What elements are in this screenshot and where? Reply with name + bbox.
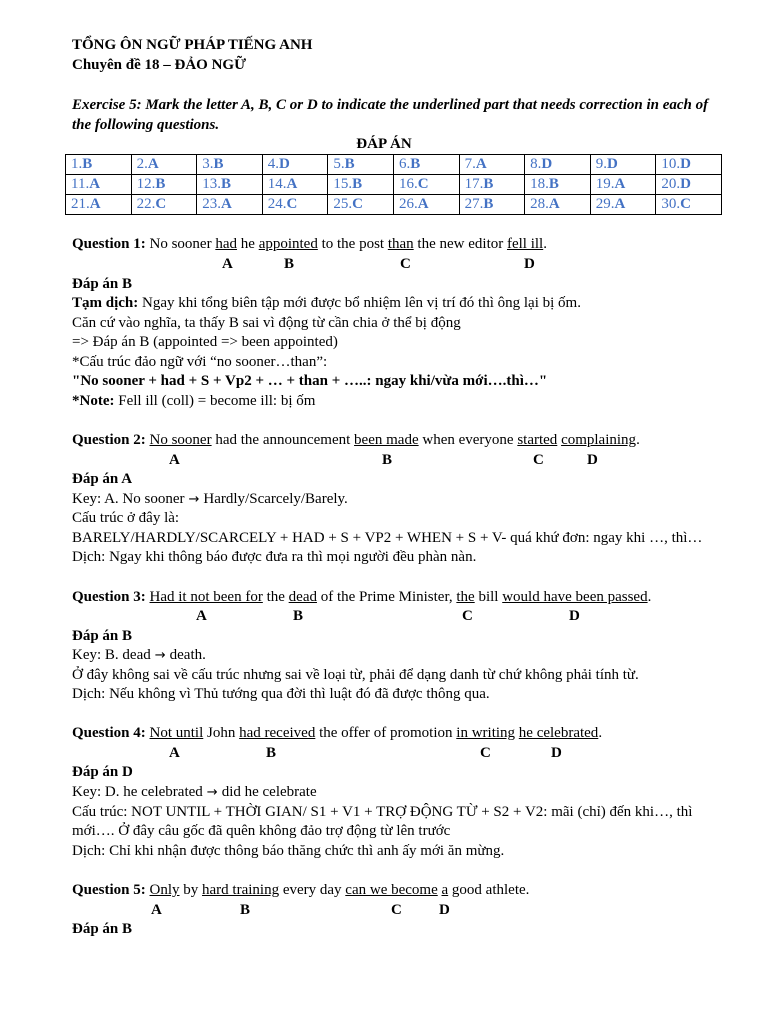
q-option-c: in writing <box>456 725 516 741</box>
option-label-b: B <box>293 608 304 624</box>
q-option-a: Had it not been for <box>149 589 263 605</box>
answer-letter: A <box>286 176 298 192</box>
q-text: he <box>237 236 259 252</box>
key-text: Key: D. he celebrated <box>72 784 203 800</box>
explanation-line: Cấu trúc ở đây là: <box>72 510 180 526</box>
key-line <box>72 646 206 665</box>
question-number: 22. <box>136 196 156 212</box>
q-text: . <box>636 432 640 448</box>
answer-letter: B <box>213 156 224 172</box>
question-number: 30. <box>661 196 681 212</box>
answer-key-cell <box>131 175 197 195</box>
q-text: every day <box>279 882 346 898</box>
answer-letter: A <box>89 176 101 192</box>
q-text: . <box>543 236 547 252</box>
q-option-d: fell ill <box>506 236 544 252</box>
answer-letter: D <box>606 156 618 172</box>
q-option-c: the <box>456 589 475 605</box>
answer-key-cell <box>197 195 263 215</box>
answer-key-cell <box>328 195 394 215</box>
key-line <box>72 490 348 509</box>
option-label-d: D <box>439 902 450 918</box>
explanation-line: Ở đây không sai về cấu trúc nhưng sai về loại từ, phải để dạng danh từ chứ không phải tính từ. <box>72 667 639 683</box>
q-text: the <box>262 589 289 605</box>
option-label-b: B <box>266 745 277 761</box>
question-5 <box>72 881 529 900</box>
answer-letter: D <box>680 176 691 192</box>
answer-line: Đáp án A <box>72 471 133 487</box>
option-label-a: A <box>196 608 207 624</box>
answer-letter: A <box>147 156 159 172</box>
q-option-a: No sooner <box>149 432 212 448</box>
note-line <box>72 392 315 411</box>
answer-line: Đáp án B <box>72 628 133 644</box>
option-label-b: B <box>284 256 295 272</box>
question-number: 11. <box>71 176 90 192</box>
question-number: 17. <box>464 176 484 192</box>
answer-key-row <box>66 195 722 215</box>
option-label-a: A <box>169 452 180 468</box>
question-number: 5. <box>333 156 345 172</box>
key-correction: death. <box>169 647 206 663</box>
answer-key-title: ĐÁP ÁN <box>356 136 412 152</box>
answer-key-cell <box>393 175 459 195</box>
question-number: 23. <box>202 196 221 212</box>
answer-letter: B <box>548 176 559 192</box>
exercise-instruction-line1: Exercise 5: Mark the letter A, B, C or D to indicate the underlined part that needs correction in each of <box>72 97 709 113</box>
answer-letter: B <box>352 176 363 192</box>
q-option-b: hard training <box>202 882 280 898</box>
answer-letter: A <box>475 156 487 172</box>
question-number: 28. <box>530 196 549 212</box>
structure-line: BARELY/HARDLY/SCARCELY + HAD + S + VP2 + WHEN + S + V- quá khứ đơn: ngay khi …, thì… <box>72 530 703 546</box>
answer-letter: D <box>680 156 691 172</box>
q-option-d: a <box>441 882 449 898</box>
option-label-a: A <box>222 256 233 272</box>
answer-key-cell <box>66 155 132 175</box>
key-text: Key: A. No sooner <box>72 491 185 507</box>
answer-key-cell <box>656 195 722 215</box>
answer-key-cell <box>131 195 197 215</box>
doc-title: TỔNG ÔN NGỮ PHÁP TIẾNG ANH <box>72 37 313 53</box>
q-option-c: than <box>387 236 414 252</box>
question-number: 14. <box>267 176 287 192</box>
question-label: Question 5: <box>72 882 146 898</box>
right-arrow-icon: → <box>188 492 200 507</box>
question-number: 2. <box>136 156 148 172</box>
answer-key-cell <box>262 175 328 195</box>
option-label-a: A <box>169 745 180 761</box>
translation-line: Dịch: Ngay khi thông báo được đưa ra thì mọi người đều phàn nàn. <box>72 549 477 565</box>
q-option-b: had received <box>239 725 316 741</box>
option-label-b: B <box>240 902 251 918</box>
answer-letter: C <box>286 196 298 212</box>
question-number: 3. <box>202 156 214 172</box>
key-correction: did he celebrate <box>221 784 317 800</box>
answer-line: Đáp án B <box>72 921 133 937</box>
question-number: 12. <box>136 176 156 192</box>
option-label-b: B <box>382 452 393 468</box>
answer-letter: A <box>614 196 626 212</box>
answer-key-cell <box>525 175 591 195</box>
right-arrow-icon: → <box>206 785 218 800</box>
answer-key-cell <box>590 195 656 215</box>
q-text: the new editor <box>413 236 507 252</box>
answer-letter: B <box>220 176 231 192</box>
key-line <box>72 783 317 802</box>
q-text: the offer of promotion <box>315 725 457 741</box>
question-number: 9. <box>595 156 607 172</box>
answer-key-cell <box>525 195 591 215</box>
question-number: 10. <box>661 156 681 172</box>
answer-letter: C <box>680 196 691 212</box>
option-label-c: C <box>533 452 544 468</box>
note-label: *Note: <box>72 393 115 409</box>
option-label-a: A <box>151 902 162 918</box>
answer-key-cell <box>393 195 459 215</box>
q-option-b: been made <box>354 432 419 448</box>
question-number: 19. <box>595 176 615 192</box>
q-option-a: Not until <box>149 725 204 741</box>
q-option-b: appointed <box>258 236 318 252</box>
question-label: Question 1: <box>72 236 146 252</box>
answer-letter: B <box>483 196 494 212</box>
answer-key-cell <box>656 155 722 175</box>
answer-line: Đáp án B <box>72 276 133 292</box>
q-option-a: Only <box>149 882 180 898</box>
note-text: Fell ill (coll) = become ill: bị ốm <box>114 393 316 409</box>
question-number: 1. <box>71 156 83 172</box>
answer-letter: C <box>417 176 429 192</box>
answer-letter: B <box>82 156 93 172</box>
question-number: 18. <box>530 176 549 192</box>
translation-line: Dịch: Chỉ khi nhận được thông báo thăng chức thì anh ấy mới ăn mừng. <box>72 843 505 859</box>
option-label-d: D <box>569 608 580 624</box>
q-text: of the Prime Minister, <box>316 589 457 605</box>
q-option-d: he celebrated <box>518 725 599 741</box>
question-number: 26. <box>398 196 418 212</box>
answer-line: Đáp án D <box>72 764 133 780</box>
question-number: 25. <box>333 196 353 212</box>
answer-key-cell <box>328 175 394 195</box>
q-text: . <box>647 589 652 605</box>
translation-label: Tạm dịch: <box>72 295 139 311</box>
q-text: good athlete. <box>448 882 530 898</box>
question-number: 16. <box>398 176 418 192</box>
q-option-a: had <box>215 236 238 252</box>
answer-key-cell <box>328 155 394 175</box>
question-number: 4. <box>267 156 280 172</box>
answer-letter: D <box>279 156 290 172</box>
answer-key-row <box>66 175 722 195</box>
question-number: 15. <box>333 176 353 192</box>
answer-key-row <box>66 155 722 175</box>
q-text: . <box>598 725 603 741</box>
question-1 <box>72 235 547 254</box>
answer-key-cell <box>656 175 722 195</box>
translation-line: Dịch: Nếu không vì Thủ tướng qua đời thì luật đó đã được thông qua. <box>72 686 490 702</box>
right-arrow-icon: → <box>154 648 166 663</box>
question-number: 20. <box>661 176 681 192</box>
answer-key-cell <box>525 155 591 175</box>
translation-text: Ngay khi tổng biên tập mới được bổ nhiệm lên vị trí đó thì ông lại bị ốm. <box>138 295 581 311</box>
question-label: Question 4: <box>72 725 146 741</box>
answer-letter: B <box>344 156 355 172</box>
question-number: 8. <box>530 156 542 172</box>
answer-letter: B <box>483 176 494 192</box>
answer-letter: A <box>417 196 429 212</box>
q-text: by <box>179 882 203 898</box>
option-label-c: C <box>462 608 473 624</box>
answer-letter: B <box>410 156 421 172</box>
question-label: Question 3: <box>72 589 146 605</box>
question-number: 7. <box>464 156 476 172</box>
answer-letter: A <box>220 196 232 212</box>
q-text: bill <box>474 589 503 605</box>
q-text: to the post <box>317 236 388 252</box>
answer-key-cell <box>197 175 263 195</box>
exercise-instruction-line2: the following questions. <box>72 117 220 133</box>
answer-key-cell <box>459 155 525 175</box>
structure-line: "No sooner + had + S + Vp2 + … + than + …..: ngay khi/vừa mới….thì…" <box>72 373 548 389</box>
explanation-line: Căn cứ vào nghĩa, ta thấy B sai vì động từ cần chia ở thể bị động <box>72 315 461 331</box>
answer-key-cell <box>459 175 525 195</box>
q-option-b: dead <box>288 589 317 605</box>
answer-letter: A <box>548 196 560 212</box>
question-3 <box>72 588 651 607</box>
answer-letter: C <box>155 196 167 212</box>
answer-key-table <box>65 154 722 215</box>
q-text: John <box>203 725 240 741</box>
option-label-c: C <box>391 902 402 918</box>
answer-letter: A <box>614 176 626 192</box>
option-label-c: C <box>480 745 491 761</box>
answer-letter: C <box>352 196 363 212</box>
option-label-d: D <box>587 452 598 468</box>
q-option-d: complaining <box>561 432 637 448</box>
question-number: 27. <box>464 196 484 212</box>
key-correction: Hardly/Scarcely/Barely. <box>203 491 348 507</box>
question-label: Question 2: <box>72 432 146 448</box>
option-label-d: D <box>524 256 535 272</box>
q-option-c: started <box>517 432 558 448</box>
answer-letter: D <box>541 156 553 172</box>
explanation-line: *Cấu trúc đảo ngữ với “no sooner…than”: <box>72 354 328 370</box>
answer-key-cell <box>590 175 656 195</box>
explanation-line: => Đáp án B (appointed => been appointed) <box>72 334 338 350</box>
q-text: when everyone <box>418 432 518 448</box>
question-number: 29. <box>595 196 615 212</box>
translation-line <box>72 294 581 313</box>
q-option-c: can we become <box>345 882 438 898</box>
question-number: 13. <box>202 176 221 192</box>
structure-line: Cấu trúc: NOT UNTIL + THỜI GIAN/ S1 + V1 + TRỢ ĐỘNG TỪ + S2 + V2: mãi (chỉ) đến khi…, thì <box>72 804 693 820</box>
doc-subtitle: Chuyên đề 18 – ĐẢO NGỮ <box>72 57 247 73</box>
answer-key-cell <box>459 195 525 215</box>
answer-key-cell <box>262 155 328 175</box>
explanation-line: mới…. Ở đây câu gốc đã quên không đảo trợ động từ lên trước <box>72 823 451 839</box>
key-text: Key: B. dead <box>72 647 151 663</box>
answer-key-cell <box>197 155 263 175</box>
answer-key-cell <box>262 195 328 215</box>
answer-key-cell <box>66 175 132 195</box>
answer-letter: A <box>89 196 101 212</box>
answer-letter: B <box>155 176 166 192</box>
question-number: 24. <box>267 196 287 212</box>
answer-key-cell <box>131 155 197 175</box>
question-number: 21. <box>71 196 90 212</box>
answer-key-cell <box>590 155 656 175</box>
question-4 <box>72 724 602 743</box>
question-number: 6. <box>398 156 411 172</box>
answer-key-cell <box>66 195 132 215</box>
option-label-d: D <box>551 745 562 761</box>
q-text: No sooner <box>149 236 216 252</box>
option-label-c: C <box>400 256 411 272</box>
question-2 <box>72 431 640 450</box>
q-option-d: would have been passed <box>502 589 648 605</box>
answer-key-cell <box>393 155 459 175</box>
q-text: had the announcement <box>211 432 355 448</box>
